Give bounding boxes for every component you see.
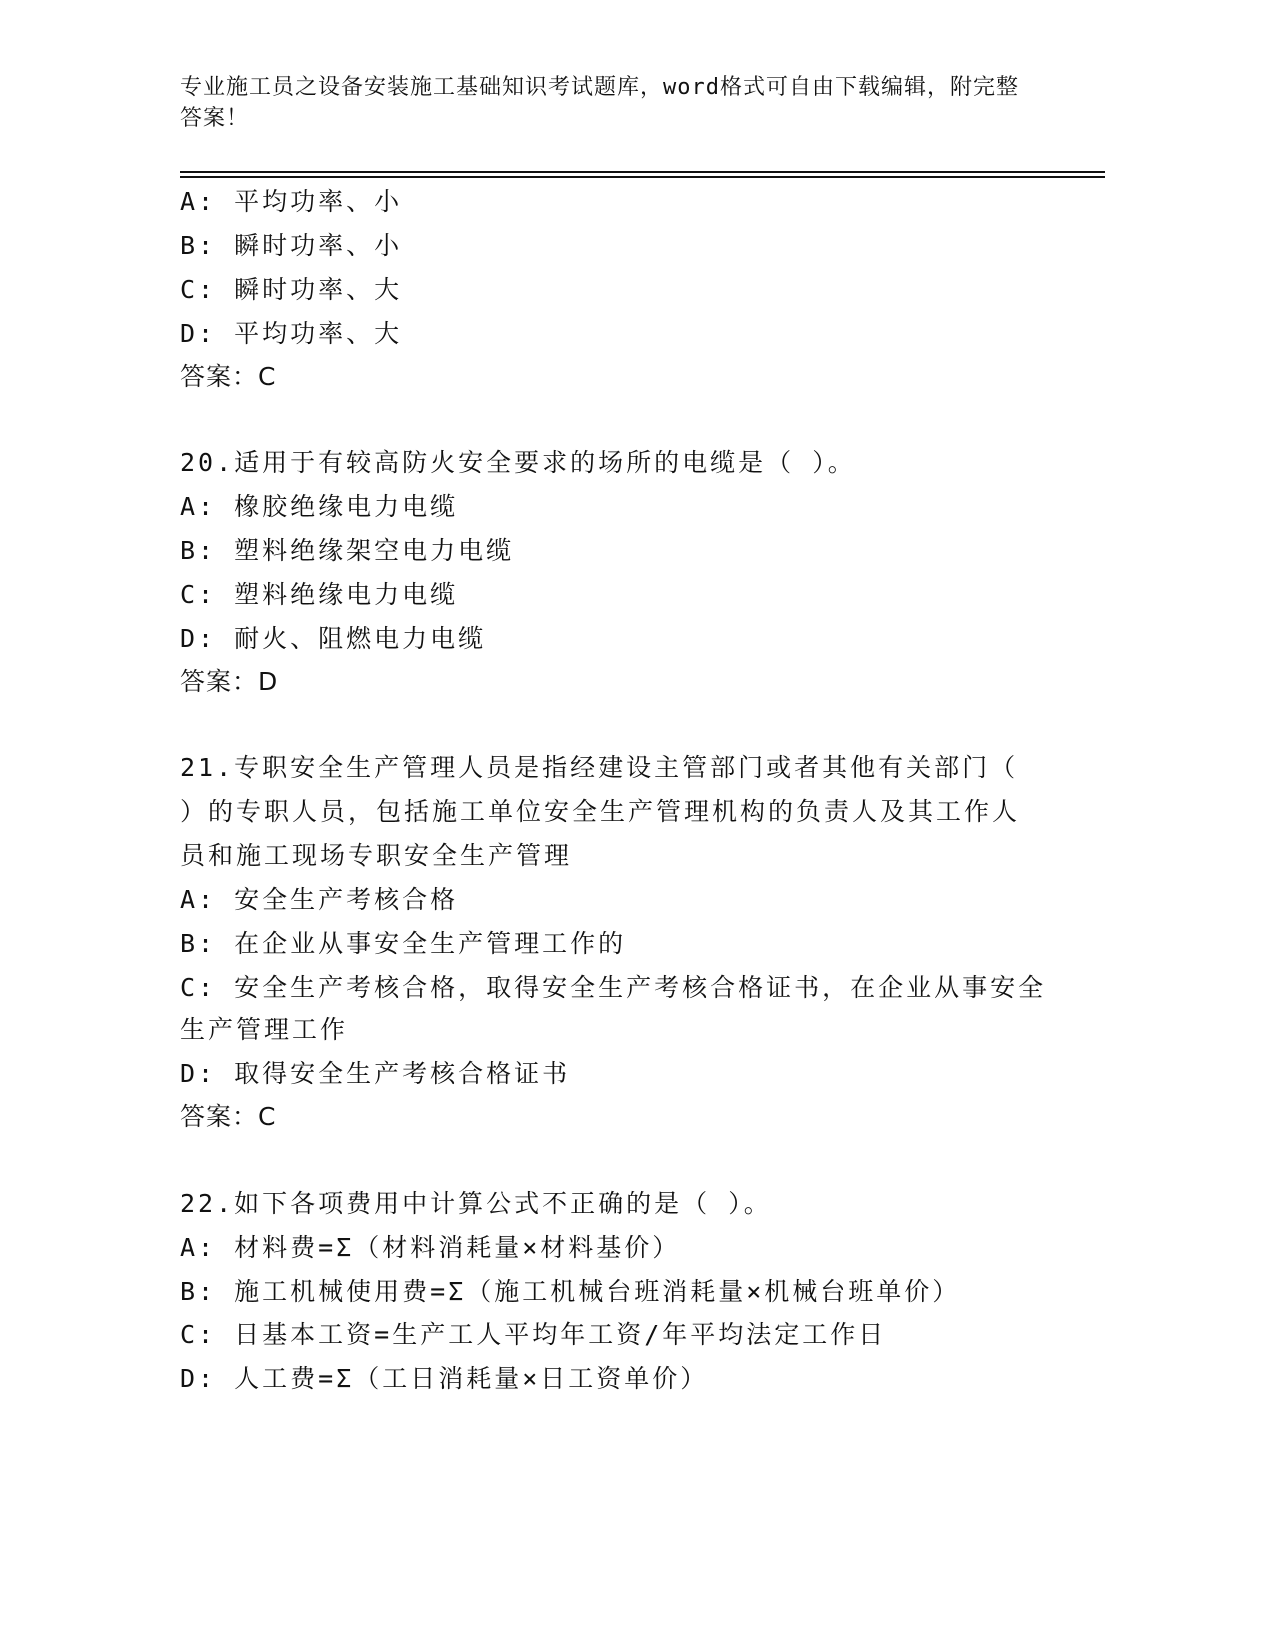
- option-b: B: 塑料绝缘架空电力电缆: [180, 536, 515, 565]
- option-d: D: 取得安全生产考核合格证书: [180, 1059, 571, 1088]
- option-d: D: 平均功率、大: [180, 319, 403, 348]
- option-b: B: 瞬时功率、小: [180, 231, 403, 260]
- option-c-line-1: C: 安全生产考核合格，取得安全生产考核合格证书，在企业从事安全: [180, 973, 1047, 1002]
- question-stem-line-3: 员和施工现场专职安全生产管理: [180, 841, 573, 870]
- header-rule-bottom: [180, 176, 1105, 178]
- option-c: C: 日基本工资=生产工人平均年工资/年平均法定工作日: [180, 1320, 887, 1349]
- option-a: A: 橡胶绝缘电力电缆: [180, 492, 459, 521]
- document-header: 专业施工员之设备安装施工基础知识考试题库，word格式可自由下载编辑，附完整答案！: [180, 75, 1019, 131]
- header-rule-top: [180, 171, 1105, 173]
- answer: 答案：C: [180, 362, 277, 391]
- option-a: A: 材料费=Σ（材料消耗量×材料基价）: [180, 1233, 681, 1262]
- option-b: B: 施工机械使用费=Σ（施工机械台班消耗量×机械台班单价）: [180, 1277, 961, 1306]
- option-c-line-2: 生产管理工作: [180, 1015, 349, 1044]
- option-b: B: 在企业从事安全生产管理工作的: [180, 929, 627, 958]
- option-c: C: 塑料绝缘电力电缆: [180, 580, 459, 609]
- question-stem-line-1: 21.专职安全生产管理人员是指经建设主管部门或者其他有关部门（: [180, 753, 1019, 782]
- question-stem-line-2: ）的专职人员，包括施工单位安全生产管理机构的负责人及其工作人: [180, 797, 1021, 826]
- option-a: A: 安全生产考核合格: [180, 885, 459, 914]
- option-d: D: 人工费=Σ（工日消耗量×日工资单价）: [180, 1364, 709, 1393]
- option-c: C: 瞬时功率、大: [180, 275, 403, 304]
- answer: 答案：C: [180, 1102, 277, 1131]
- answer: 答案：D: [180, 667, 279, 696]
- question-stem: 22.如下各项费用中计算公式不正确的是（ ）。: [180, 1189, 772, 1218]
- option-d: D: 耐火、阻燃电力电缆: [180, 624, 487, 653]
- option-a: A: 平均功率、小: [180, 187, 403, 216]
- question-stem: 20.适用于有较高防火安全要求的场所的电缆是（ ）。: [180, 448, 856, 477]
